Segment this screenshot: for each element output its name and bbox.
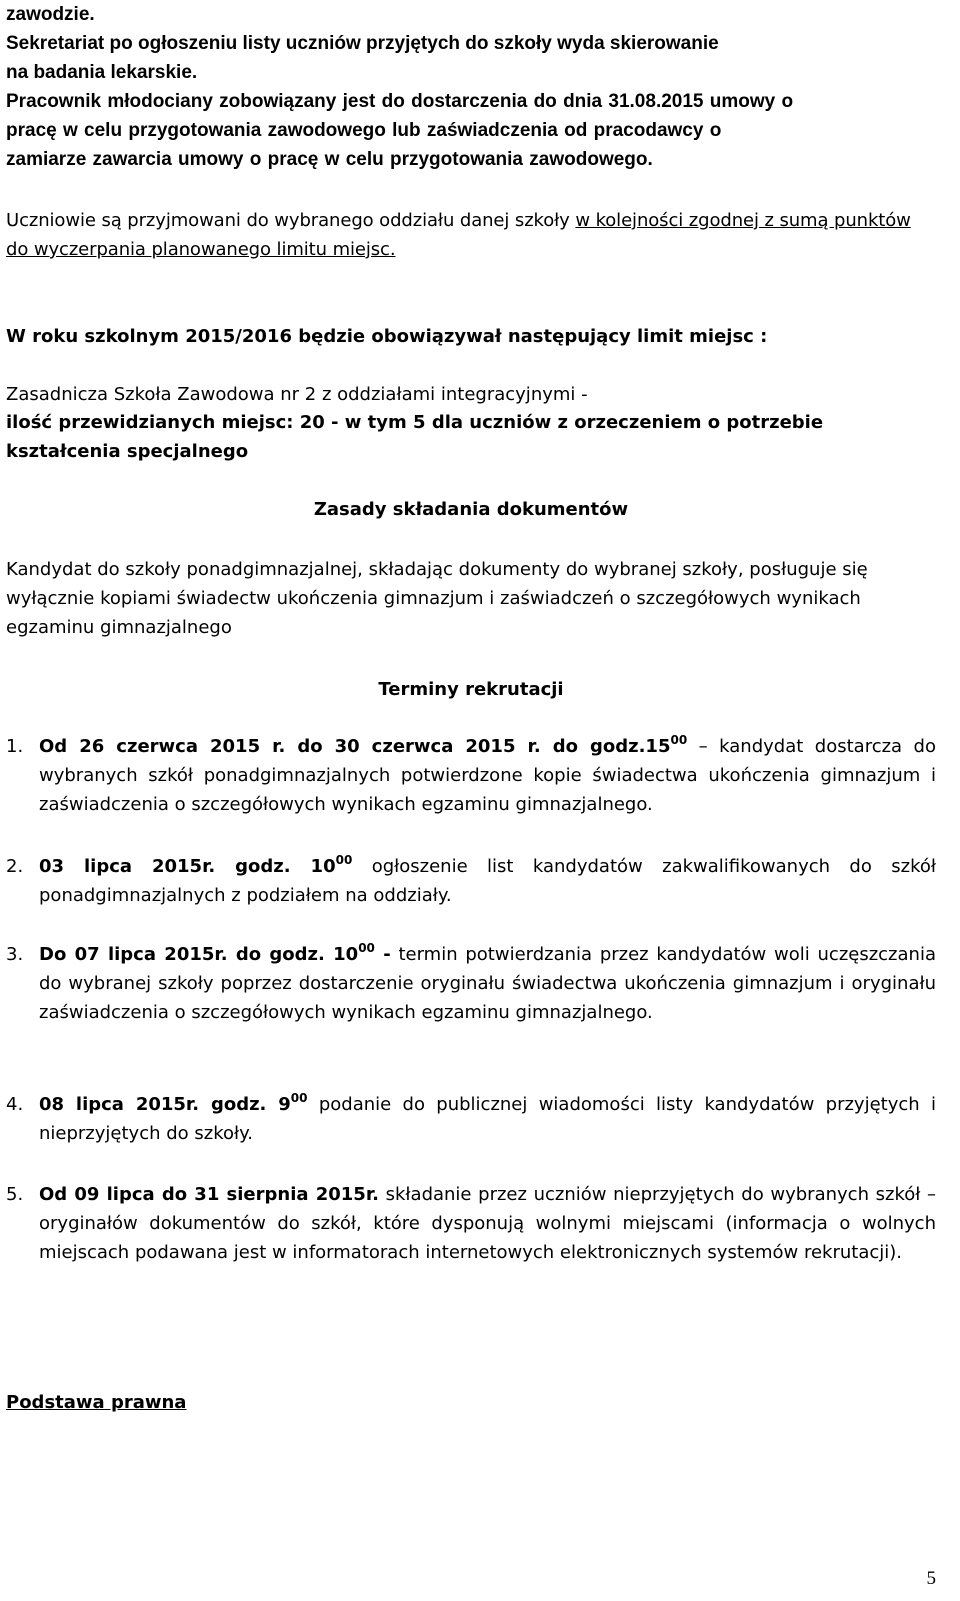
schedule-item-sup: 00 [290, 1091, 308, 1105]
schedule-item-date: Od 26 czerwca 2015 r. do 30 czerwca 2015 r. do godz.15 [39, 736, 671, 757]
documents-text: Kandydat do szkoły ponadgimnazjalnej, składając dokumenty do wybranej szkoły, posługuje się wyłącznie kopiami świadectw ukończenia gimnazjum i zaświadczeń o szczegółowych wynikach egzaminu gimnazjalnego [6, 559, 868, 638]
admission-text: Uczniowie są przyjmowani do wybranego oddziału danej szkoły [6, 210, 576, 231]
schedule-item-text: ogłoszenie list kandydatów zakwalifikowanych do szkół ponadgimnazjalnych z podziałem na oddziały. [39, 856, 936, 906]
schedule-item-number: 4. [6, 1094, 24, 1115]
school-line: Zasadnicza Szkoła Zawodowa nr 2 z oddziałami integracyjnymi - [6, 384, 588, 405]
schedule-item-sup: 00 [335, 853, 353, 867]
intro-line: zamiarze zawarcia umowy o pracę w celu przygotowania zawodowego. [6, 149, 653, 170]
schedule-item-number: 3. [6, 944, 24, 965]
documents-heading: Zasady składania dokumentów [313, 499, 629, 520]
schedule-item-date: Do 07 lipca 2015r. do godz. 10 [39, 944, 359, 965]
intro-block [6, 0, 936, 174]
schedule-item-date: Od 09 lipca do 31 sierpnia 2015r. [39, 1184, 379, 1205]
schedule-item-text: termin potwierdzania przez kandydatów woli uczęszczania do wybranej szkoły poprzez dostarczenie oryginału świadectwa ukończenia gimnazjum i oryginału zaświadczenia o szczegółowych wynikach egzaminu gimnazjalnego. [39, 944, 936, 1023]
schedule-item-date: 08 lipca 2015r. godz. 9 [39, 1094, 291, 1115]
places-line: ilość przewidzianych miejsc: 20 - w tym 5 dla uczniów z orzeczeniem o potrzebie kształcenia specjalnego [6, 412, 824, 462]
page-number: 5 [926, 1568, 936, 1589]
intro-line: Pracownik młodociany zobowiązany jest do dostarczenia do dnia 31.08.2015 umowy o [6, 91, 794, 112]
schedule-heading: Terminy rekrutacji [378, 679, 564, 700]
schedule-item [6, 852, 936, 910]
intro-line: pracę w celu przygotowania zawodowego lub zaświadczenia od pracodawcy o [6, 120, 722, 141]
intro-line: zawodzie. [6, 4, 95, 25]
schedule-item-number: 2. [6, 856, 24, 877]
schedule-item [6, 1180, 936, 1267]
schedule-item [6, 940, 936, 1027]
schedule-item-text: podanie do publicznej wiadomości listy kandydatów przyjętych i nieprzyjętych do szkoły. [39, 1094, 936, 1144]
schedule-item-number: 5. [6, 1184, 24, 1205]
intro-line: na badania lekarskie. [6, 62, 198, 83]
legal-basis-heading: Podstawa prawna [6, 1392, 187, 1413]
admission-text-underlined: w kolejności zgodnej z sumą punktów do wyczerpania planowanego limitu miejsc. [6, 210, 911, 260]
schedule-item-text: składanie przez uczniów nieprzyjętych do wybranych szkół – oryginałów dokumentów do szkół, które dysponują wolnymi miejscami (informacja o wolnych miejscach podawana jest w informatorach internetowych elektronicznych systemów rekrutacji). [39, 1184, 937, 1263]
schedule-item-text: – kandydat dostarcza do wybranych szkół ponadgimnazjalnych potwierdzone kopie świadectwa ukończenia gimnazjum i zaświadczenia o szczegółowych wynikach egzaminu gimnazjalnego. [39, 736, 936, 815]
schedule-item-sup: 00 [358, 941, 375, 955]
intro-line: Sekretariat po ogłoszeniu listy uczniów przyjętych do szkoły wyda skierowanie [6, 33, 719, 54]
schedule-item [6, 732, 936, 819]
limit-heading: W roku szkolnym 2015/2016 będzie obowiązywał następujący limit miejsc : [6, 326, 768, 347]
admission-paragraph [6, 206, 936, 264]
schedule-item-dash: - [374, 944, 391, 965]
schedule-item [6, 1090, 936, 1148]
schedule-item-sup: 00 [670, 733, 688, 747]
schedule-item-number: 1. [6, 736, 24, 757]
schedule-item-date: 03 lipca 2015r. godz. 10 [39, 856, 336, 877]
